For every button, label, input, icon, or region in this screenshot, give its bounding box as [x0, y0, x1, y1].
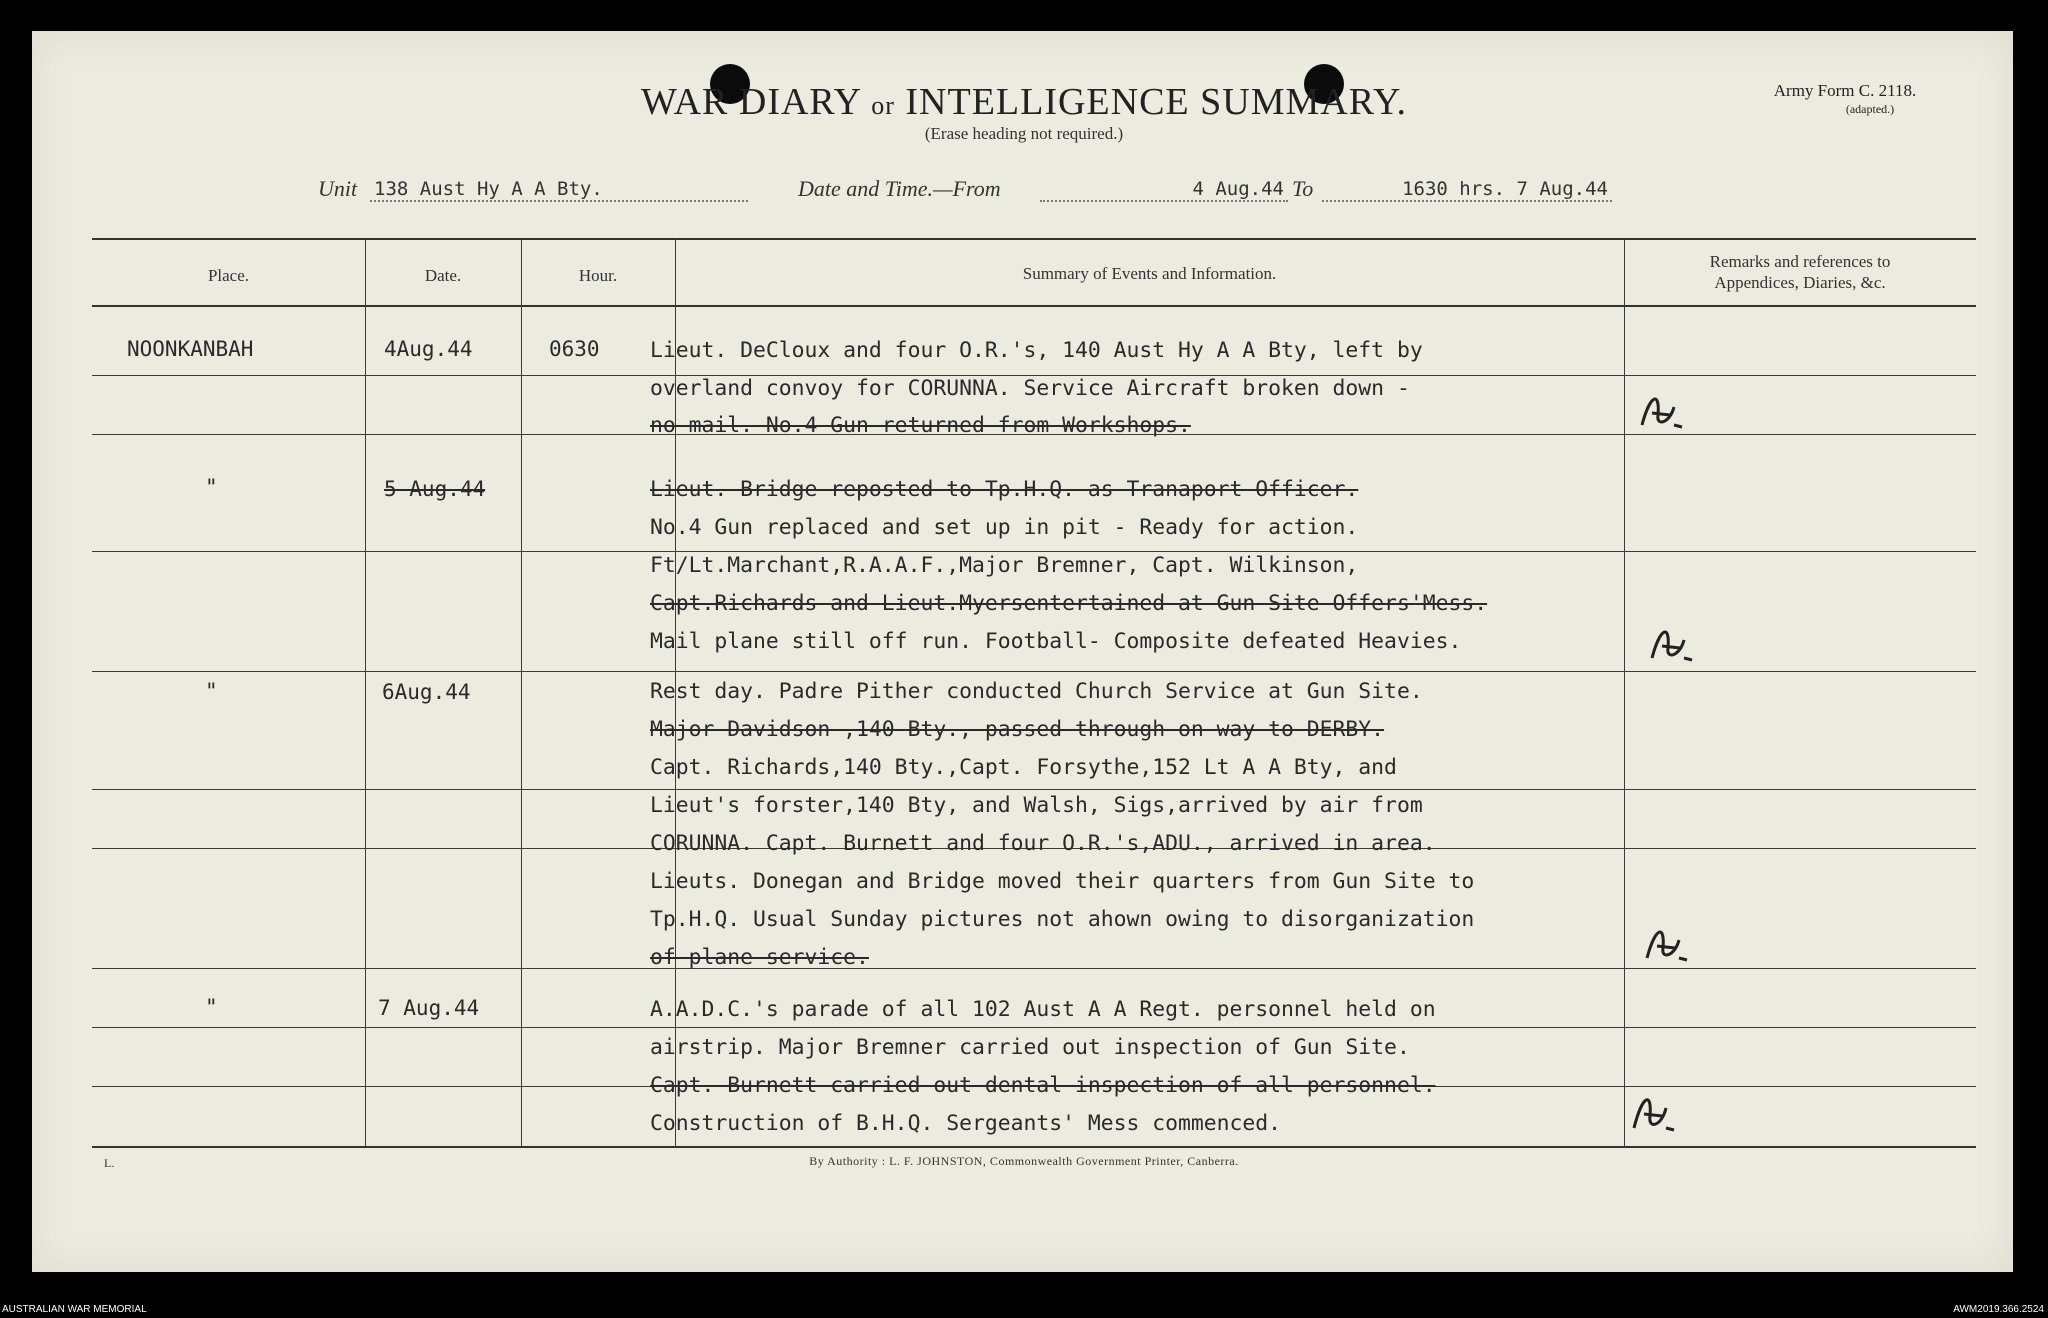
- summary-line: of plane service.: [650, 945, 869, 970]
- army-form-adapted: (adapted.): [1845, 102, 1895, 116]
- date-time-from-label: Date and Time.—From: [798, 176, 1001, 201]
- summary-line: Capt. Burnett carried out dental inspection of all personnel.: [650, 1073, 1436, 1098]
- row-rule: [92, 968, 1976, 969]
- table-top-rule: [92, 238, 1976, 240]
- to-label: To: [1292, 176, 1314, 201]
- summary-line: no mail. No.4 Gun returned from Workshops.: [650, 413, 1191, 438]
- title-war-diary: WAR DIARY: [640, 81, 861, 123]
- summary-line: Rest day. Padre Pither conducted Church Service at Gun Site.: [650, 679, 1423, 704]
- summary-line: Lieut's forster,140 Bty, and Walsh, Sigs,arrived by air from: [650, 793, 1423, 818]
- archive-caption-right: AWM2019.366.2524: [1953, 1304, 2044, 1315]
- date-cell: 4Aug.44: [384, 337, 473, 361]
- unit-value: 138 Aust Hy A A Bty.: [370, 178, 748, 202]
- handwritten-initial: [1622, 1084, 1682, 1140]
- to-value: 1630 hrs. 7 Aug.44: [1322, 178, 1612, 202]
- row-rule: [92, 671, 1976, 672]
- header-place: Place.: [207, 266, 250, 285]
- table-bottom-rule: [92, 1146, 1976, 1148]
- summary-line: A.A.D.C.'s parade of all 102 Aust A A Regt. personnel held on: [650, 997, 1436, 1022]
- archive-caption-left: AUSTRALIAN WAR MEMORIAL: [2, 1304, 147, 1315]
- summary-line: Mail plane still off run. Football- Composite defeated Heavies.: [650, 629, 1462, 654]
- handwritten-initial: [1635, 918, 1695, 968]
- handwritten-initial: [1630, 385, 1690, 435]
- hour-cell: 0630: [549, 337, 600, 361]
- summary-line: Construction of B.H.Q. Sergeants' Mess commenced.: [650, 1111, 1282, 1136]
- place-ditto: ": [205, 475, 218, 499]
- header-bottom-rule: [92, 305, 1976, 307]
- summary-line: Tp.H.Q. Usual Sunday pictures not ahown owing to disorganization: [650, 907, 1475, 932]
- army-form-label: [1745, 82, 1945, 118]
- summary-line: Major Davidson ,140 Bty., passed through on way to DERBY.: [650, 717, 1385, 742]
- unit-label: Unit: [318, 176, 358, 201]
- handwritten-initial: [1640, 618, 1700, 668]
- date-cell: 5 Aug.44: [384, 477, 486, 501]
- summary-line: Ft/Lt.Marchant,R.A.A.F.,Major Bremner, Capt. Wilkinson,: [650, 553, 1359, 578]
- header-hour: Hour.: [578, 266, 618, 285]
- summary-line: airstrip. Major Bremner carried out inspection of Gun Site.: [650, 1035, 1410, 1060]
- summary-line: Capt. Richards,140 Bty.,Capt. Forsythe,152 Lt A A Bty, and: [650, 755, 1397, 780]
- title-intelligence-summary: INTELLIGENCE SUMMARY.: [905, 81, 1408, 123]
- footer-authority: By Authority : L. F. JOHNSTON, Commonwealth Government Printer, Canberra.: [809, 1154, 1239, 1168]
- header-remarks-line-2: Appendices, Diaries, &c.: [1714, 273, 1886, 292]
- unit-line: [0, 176, 2048, 206]
- date-cell: 6Aug.44: [382, 680, 471, 704]
- row-rule: [92, 551, 1976, 552]
- title-or: or: [871, 91, 895, 120]
- row-rule: [92, 1027, 1976, 1028]
- footer-code: L.: [104, 1156, 115, 1170]
- form-title: [0, 80, 2048, 124]
- header-remarks: [1624, 251, 1976, 293]
- summary-line: No.4 Gun replaced and set up in pit - Ready for action.: [650, 515, 1359, 540]
- summary-line: Capt.Richards and Lieut.Myersentertained at Gun Site Offers'Mess.: [650, 591, 1488, 616]
- date-cell: 7 Aug.44: [378, 996, 480, 1020]
- from-value: 4 Aug.44: [1040, 178, 1288, 202]
- summary-line: Lieut. Bridge reposted to Tp.H.Q. as Tranaport Officer.: [650, 477, 1359, 502]
- army-form-number: Army Form C. 2118.: [1773, 81, 1917, 100]
- summary-line: Lieuts. Donegan and Bridge moved their quarters from Gun Site to: [650, 869, 1475, 894]
- header-date: Date.: [424, 266, 462, 285]
- place-ditto: ": [205, 995, 218, 1019]
- row-rule: [92, 789, 1976, 790]
- summary-line: overland convoy for CORUNNA. Service Aircraft broken down -: [650, 376, 1410, 401]
- place-ditto: ": [205, 679, 218, 703]
- header-summary: Summary of Events and Information.: [1022, 264, 1277, 283]
- summary-line: CORUNNA. Capt. Burnett and four O.R.'s,ADU., arrived in area.: [650, 831, 1436, 856]
- summary-line: Lieut. DeCloux and four O.R.'s, 140 Aust Hy A A Bty, left by: [650, 338, 1423, 363]
- place-noonkanbah: NOONKANBAH: [127, 337, 254, 361]
- header-remarks-line-1: Remarks and references to: [1709, 252, 1891, 271]
- form-subtitle: (Erase heading not required.): [924, 124, 1124, 143]
